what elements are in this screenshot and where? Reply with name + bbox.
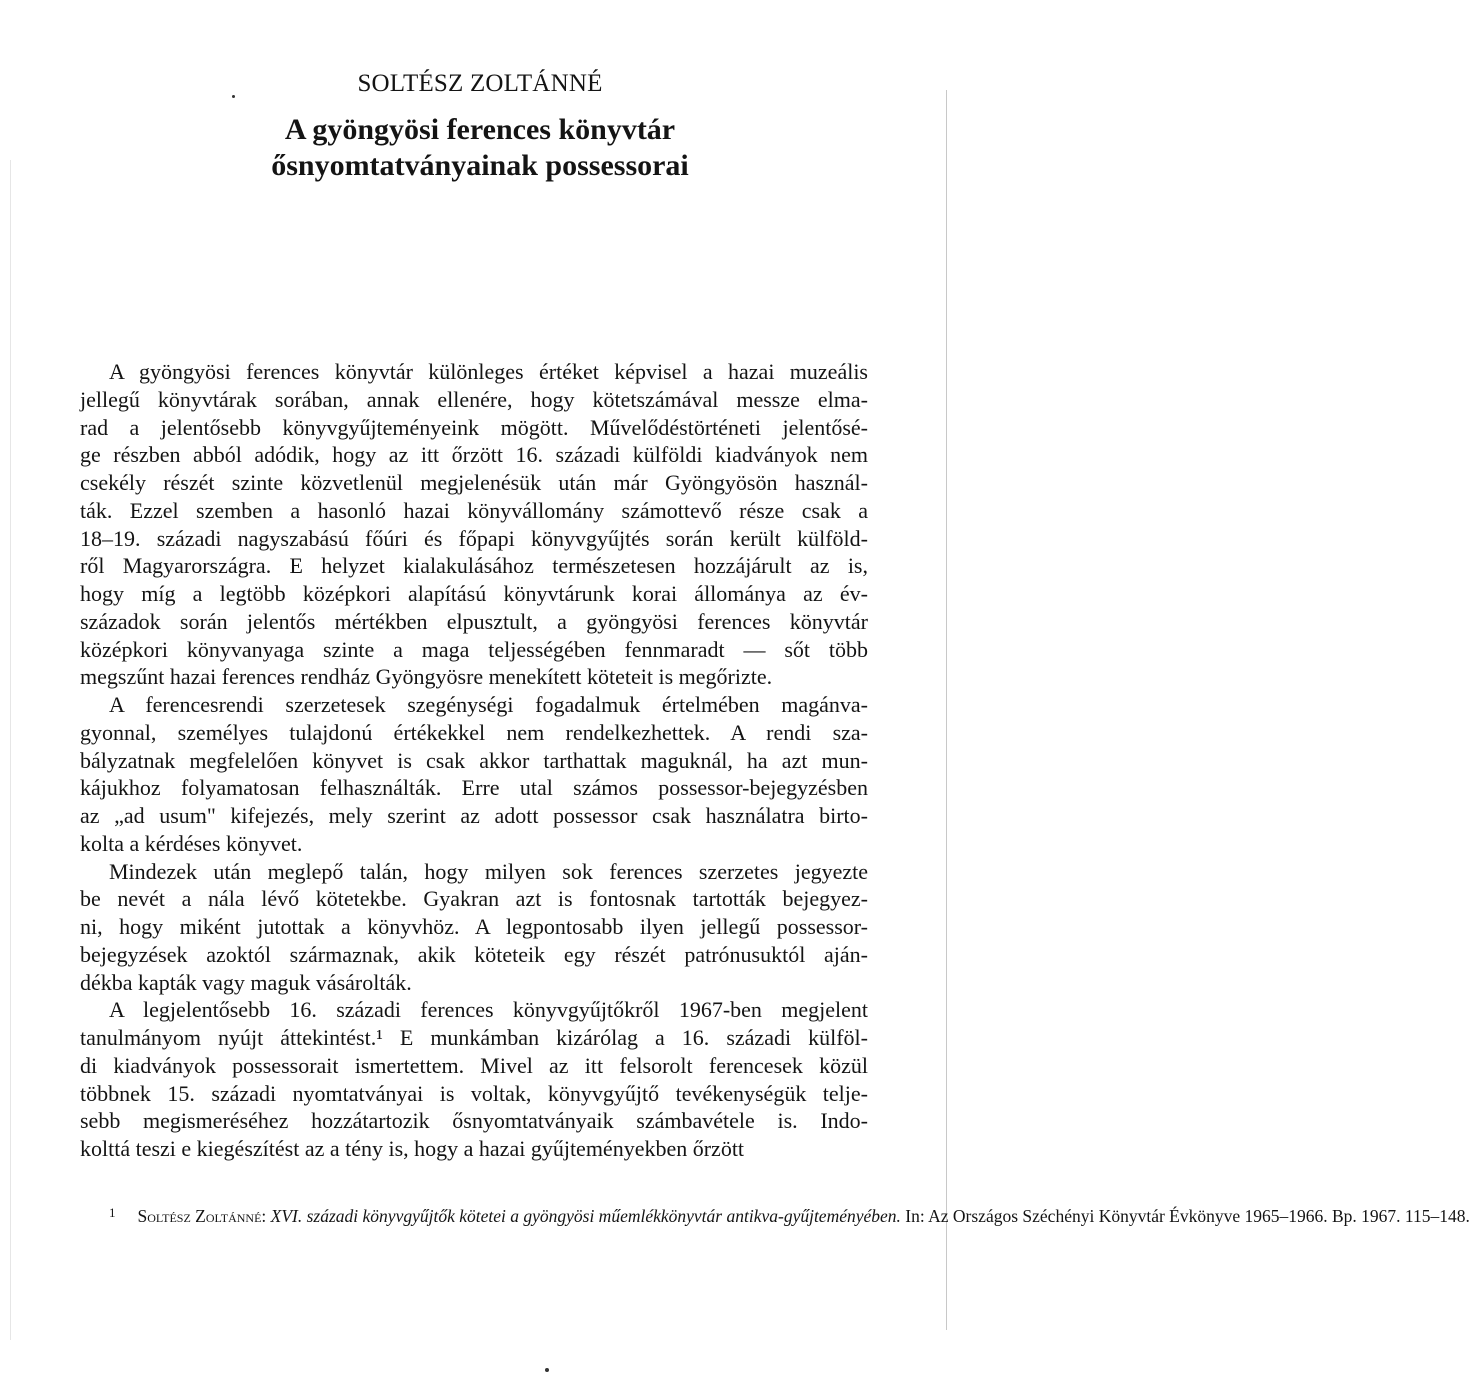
text-line: rad a jelentősebb könyvgyűjteményeink mögött. Művelődéstörténeti jelentősé- xyxy=(80,414,868,440)
text-line: az „ad usum" kifejezés, mely szerint az adott possessor csak használatra birto- xyxy=(80,803,868,828)
footnote-mark: 1 xyxy=(109,1205,116,1220)
text-line: ge részben abból adódik, hogy az itt őrzött 16. századi külföldi kiadványok nem xyxy=(80,442,868,468)
scan-speck xyxy=(232,95,235,98)
text-line: Mindezek után meglepő talán, hogy milyen sok ferences szerzetes jegyezte xyxy=(109,858,868,884)
body-paragraph xyxy=(80,858,868,997)
text-line: 18–19. századi nagyszabású főúri és főpapi könyvgyűjtés során került külföld- xyxy=(80,525,868,551)
text-line: többnek 15. századi nyomtatványai is voltak, könyvgyűjtő tevékenységük telje- xyxy=(80,1080,868,1106)
scan-edge-line xyxy=(946,90,947,1330)
body-text xyxy=(80,358,868,1163)
text-line: sebb megismeréséhez hozzátartozik ősnyomtatványaik számbavétele is. Indo- xyxy=(80,1108,868,1134)
scan-edge-line xyxy=(10,160,11,1340)
text-line: bályzatnak megfelelően könyvet is csak akkor tarthattak maguknál, ha azt mun- xyxy=(80,747,868,773)
text-line: ták. Ezzel szemben a hasonló hazai könyvállomány számottevő része csak a xyxy=(80,497,868,523)
article-title xyxy=(0,112,960,184)
body-paragraph xyxy=(80,996,868,1163)
body-paragraph xyxy=(80,358,868,691)
footnote-source: In: Az Országos Széchényi Könyvtár Évkönyve 1965–1966. Bp. 1967. 115–148. xyxy=(905,1206,1470,1226)
text-line: hogy míg a legtöbb középkori alapítású könyvtárunk korai állománya az év- xyxy=(80,581,868,606)
article-author: SOLTÉSZ ZOLTÁNNÉ xyxy=(357,70,603,97)
article-title-line: A gyöngyösi ferences könyvtár xyxy=(284,113,676,146)
footnote xyxy=(80,1199,1470,1230)
text-line: dékba kapták vagy maguk vásárolták. xyxy=(80,969,412,995)
text-line: ről Magyarországra. E helyzet kialakulásához természetesen hozzájárult az is, xyxy=(80,553,868,579)
text-line: csekély részét szinte közvetlenül megjelenésük után már Gyöngyösön használ- xyxy=(80,470,868,495)
text-line: A ferencesrendi szerzetesek szegénységi fogadalmuk értelmében magánva- xyxy=(109,692,868,717)
body-paragraph xyxy=(80,691,868,858)
text-line: kolttá teszi e kiegészítést az a tény is, hogy a hazai gyűjteményekben őrzött xyxy=(80,1136,745,1161)
text-line: A legjelentősebb 16. századi ferences könyvgyűjtőkről 1967-ben megjelent xyxy=(109,997,868,1023)
footnote-line xyxy=(80,1199,1470,1230)
text-line: középkori könyvanyaga szinte a maga teljességében fennmaradt — sőt több xyxy=(80,636,868,662)
text-line: be nevét a nála lévő kötetekbe. Gyakran azt is fontosnak tartották bejegyez- xyxy=(80,886,868,912)
text-line: gyonnal, személyes tulajdonú értékekkel nem rendelkezhettek. A rendi sza- xyxy=(80,719,868,745)
footnote-author: Soltész Zoltánné: xyxy=(137,1206,267,1226)
text-line: megszűnt hazai ferences rendház Gyöngyösre menekített köteteit is megőrizte. xyxy=(80,664,773,690)
text-line: századok során jelentős mértékben elpusztult, a gyöngyösi ferences könyvtár xyxy=(80,608,868,634)
scan-speck xyxy=(545,1368,549,1372)
text-line: kájukhoz folyamatosan felhasználták. Erre utal számos possessor-bejegyzésben xyxy=(80,775,868,801)
text-line: tanulmányom nyújt áttekintést.¹ E munkámban kizárólag a 16. századi külföl- xyxy=(80,1025,868,1050)
text-line: A gyöngyösi ferences könyvtár különleges értéket képvisel a hazai muzeális xyxy=(109,359,868,384)
text-line: ni, hogy miként jutottak a könyvhöz. A legpontosabb ilyen jellegű possessor- xyxy=(80,914,868,939)
text-line: di kiadványok possessorait ismertettem. Mivel az itt felsorolt ferencesek közül xyxy=(80,1052,868,1078)
text-line: jellegű könyvtárak sorában, annak ellenére, hogy kötetszámával messze elma- xyxy=(80,386,868,412)
footnote-title: XVI. századi könyvgyűjtők kötetei a gyöngyösi műemlékkönyvtár antikva-gyűjteményében. xyxy=(270,1206,901,1226)
article-title-line: ősnyomtatványainak possessorai xyxy=(271,149,689,182)
text-line: bejegyzések azoktól származnak, akik köteteik egy részét patrónusuktól aján- xyxy=(80,941,868,967)
text-line: kolta a kérdéses könyvet. xyxy=(80,830,303,856)
